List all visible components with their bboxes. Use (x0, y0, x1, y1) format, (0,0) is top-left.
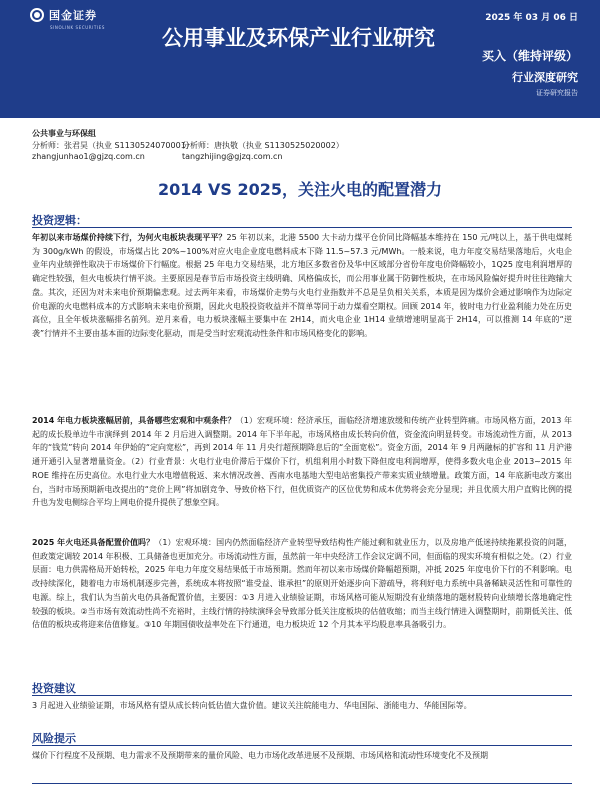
advice-paragraph: 3 月起进入业绩验证期，市场风格有望从成长转向低估值大盘价值。建议关注皖能电力、华电国际、浙能电力、华能国际等。 (32, 701, 472, 710)
company-logo (30, 7, 97, 23)
paragraph-2-body: （1）宏观环境：经济承压，面临经济增速放缓和传统产业转型阵痛。市场风格方面，2013 年起的成长股单边牛市演绎到 2014 年 2 月后进入调整期。2014 年下半年起，市场风格由成长转向价值，资金流向明显转变。市场流动性方面，从 2013 年的“钱荒”转向 2014 年伊始的“定向宽松”，再到 2014 年 11 月央行超预期降息后的“全面宽松”。资金方面，2014 年 9 月两融标的扩容和 11 月沪港通开通引入显著增量资金。（2）行业背景：火电行业电价滞后于煤价下行，机组利用小时数下降但度电利润增厚，使得多数火电企业 2013~2015 年 ROE 维持在历史高位。水电行业大水电增值税返、来水情况改善、西南水电基地大型电站密集投产带来实质业绩增量。政策方面，14 年底新电改方案出台，当时市场预期新电改提出的“竞价上网”将加剧竞争、导致价格下行，但优质资产的区位优势和成本优势将会充分显现；并且优质大用户直购比例的提升也为发电侧综合平均上网电价提升提供了想象空间。 (32, 416, 572, 508)
analyst-2-email[interactable]: tangzhijing@gjzq.com.cn (182, 152, 283, 161)
analyst-2-name: 分析师：唐执敬（执业 S1130525020002） (182, 141, 344, 150)
paragraph-3-body: （1）宏观环境：国内仍然面临经济产业转型导致结构性产能过剩和就业压力，以及房地产低迷持续拖累投资的问题，但政策定调较 2014 年积极、工具储备也更加充分。市场流动性方面，虽然前一年中央经济工作会议定调不同，但面临的现实环境有相似之处。（2）行业层面：电力供需格局开始转松，2025 年电力年度交易结果低于市场预期。然而年初以来市场煤价降幅超预期，冲抵 2025 年度电价下行的不利影响。电改持续深化，随着电力市场机制逐步完善，系统成本将按照“谁受益、谁承担”的原则开始逐步向下游疏导，将利好电力系统中具备稀缺灵活性和可靠性的电源。综上，我们认为当前火电仍具备配置价值，主要因：①3 月进入业绩验证期，市场风格可能从短期没有业绩落地的题材股转向业绩增长落地确定性较强的板块。②当市场有效流动性尚不充裕时，主线行情的持续演绎会导致部分低关注度板块的估值收缩；而当主线行情进入调整期时，前期低关注、低估值的板块或将迎来估值修复。③10 年期国债收益率处在下行通道，电力板块近 12 个月其本平均股息率具备吸引力。 (32, 538, 572, 630)
paragraph-3-lead: 2025 年火电还具备配置价值吗？ (32, 538, 155, 547)
report-date: 2025 年 03 月 06 日 (485, 13, 578, 23)
report-tag: 证券研究报告 (536, 89, 578, 97)
section-risk-heading: 风险提示 (32, 732, 76, 745)
analyst-1-email[interactable]: zhangjunhao1@gjzq.com.cn (32, 152, 145, 161)
logo-subtitle: SINOLINK SECURITIES (50, 25, 105, 30)
main-title: 2014 VS 2025，关注火电的配置潜力 (157, 180, 443, 199)
analyst-1-name: 分析师：张君昊（执业 S1130524070001） (32, 141, 194, 150)
industry-group: 公共事业与环保组 (32, 129, 96, 138)
section-advice-heading: 投资建议 (32, 682, 76, 695)
paragraph-2-lead: 2014 年电力板块涨幅居前，具备哪些宏观和中观条件？ (32, 416, 236, 425)
logo-text: 国金证券 (49, 9, 97, 22)
section-divider (32, 695, 572, 696)
paragraph-1 (32, 231, 572, 341)
section-divider (32, 227, 572, 228)
paragraph-3 (32, 536, 572, 632)
footer-divider (32, 783, 572, 784)
section-logic-heading: 投资逻辑： (32, 214, 87, 227)
logo-circle-icon (30, 8, 44, 22)
paragraph-1-lead: 年初以来市场煤价持续下行，为何火电板块表现平平？ (32, 233, 227, 242)
section-divider (32, 745, 572, 746)
rating-label: 买入（维持评级） (481, 49, 578, 63)
paragraph-1-body: 25 年初以来，北港 5500 大卡动力煤平仓价同比降幅基本维持在 150 元/吨以上，基于供电煤耗为 300g/kWh 的假设，市场煤占比 20%~100%对应火电企业度电燃料成本下降 11.5~57.3 元/MWh。一般来说，电力年度交易结果落地后，火电企业年内业绩弹性取决于市场煤价下行幅度。根据 25 年电力交易结果，北方地区多数省份及华中区域部分省份年度电价降幅较小，1Q25 度电利润增厚的确定性较强，但火电板块行情平淡。主要原因是春节后市场投资主线明确、风格偏成长，而公用事业属于防御性板块，在市场风险偏好提升时往往跑输大盘。其次，还因为对未来电价预期偏悲观。过去两年来看，市场煤价走势与火电行业指数并不总是呈负相关关系，本质是因为煤价会通过影响作为边际定价电源的火电燃料成本的方式影响未来电价预期，因此火电股投资收益并不简单等同于动力煤看空期权。回顾 2014 年，彼时电力行业盈利能力处在历史高位，且全年板块涨幅排名前列。逆月来看，电力板块涨幅主要集中在 2H14，而火电企业 1H14 业绩增速明显高于 2H14，可以推测 14 年底的“逆袭”行情并不主要由基本面的边际变化驱动，而是受当时宏观流动性条件和市场风格变化的影响。 (32, 233, 573, 338)
report-type: 行业深度研究 (512, 71, 578, 84)
risk-paragraph: 煤价下行程度不及预期、电力需求不及预期带来的量价风险、电力市场化改革进展不及预期、市场风格和流动性环境变化不及预期 (32, 751, 488, 760)
report-title: 公用事业及环保产业行业研究 (162, 26, 435, 50)
report-header (0, 0, 600, 118)
paragraph-2 (32, 414, 572, 510)
